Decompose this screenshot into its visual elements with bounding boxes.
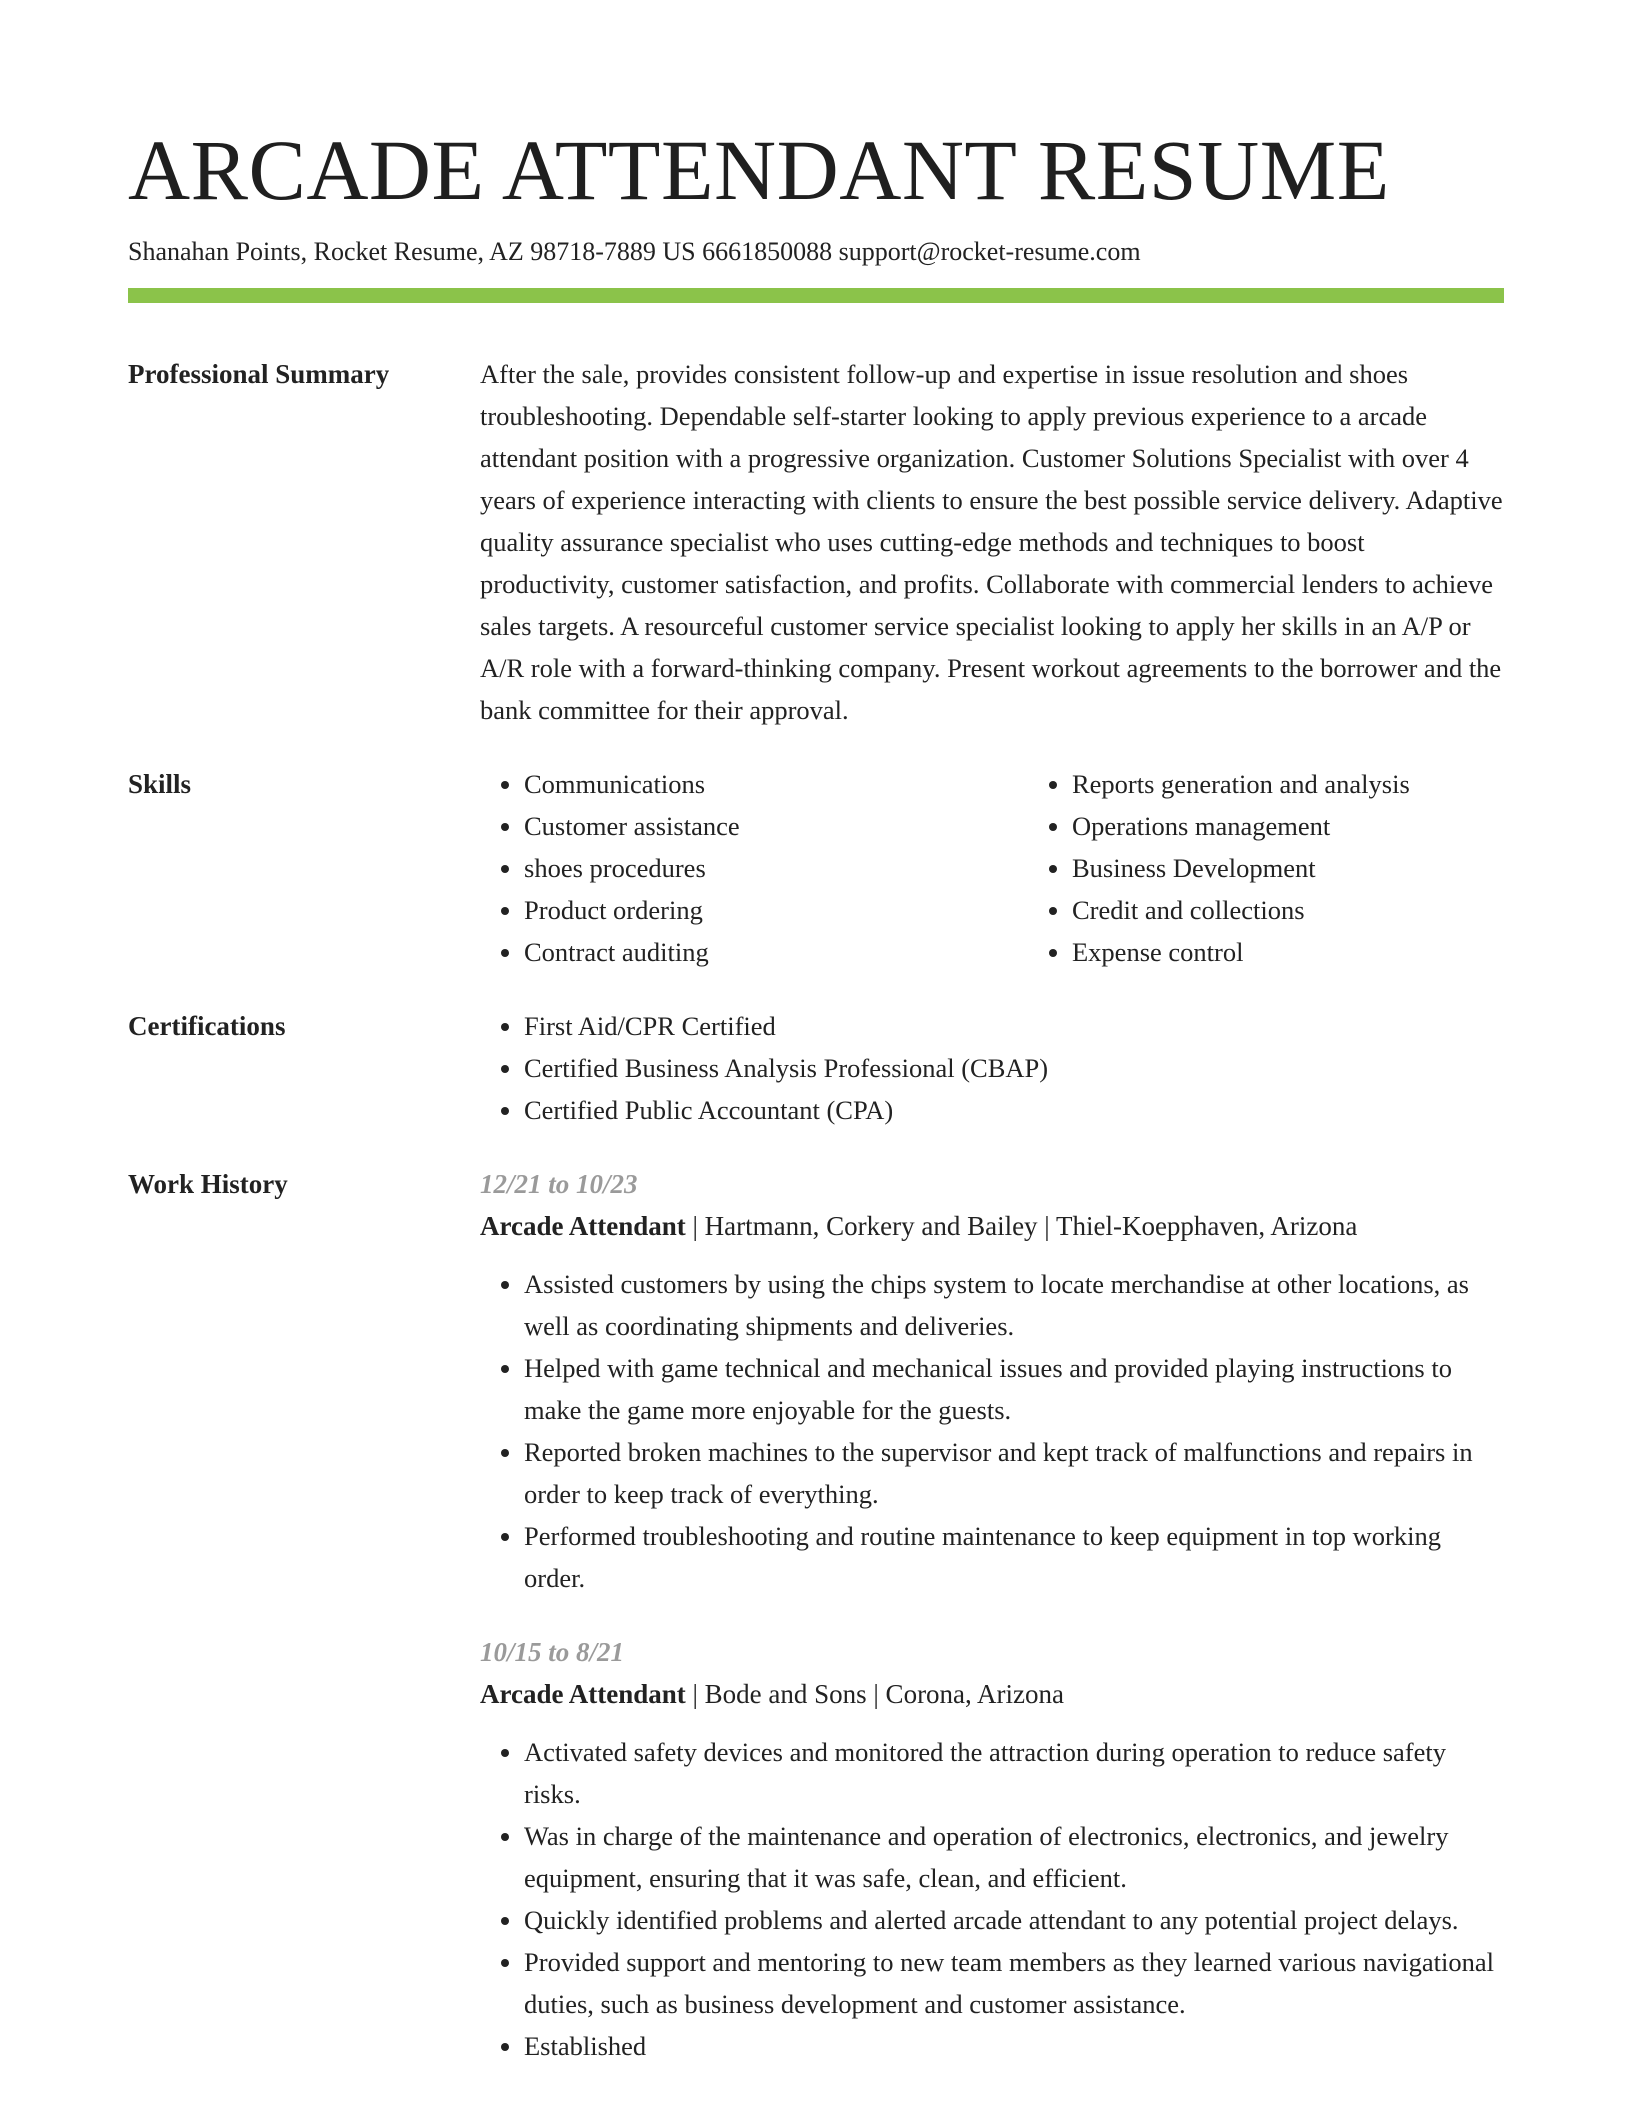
skill-item: • Operations management [1072, 805, 1576, 847]
skill-item: • Communications [524, 763, 1028, 805]
skill-item: • Reports generation and analysis [1072, 763, 1576, 805]
certification-item: • Certified Business Analysis Professional (CBAP) [524, 1047, 1504, 1089]
job-duties [480, 1263, 1504, 1599]
section-label: Work History [128, 1169, 288, 1199]
duty-item: • Helped with game technical and mechanical issues and provided playing instructions to make the game more enjoyable for the guests. [524, 1347, 1504, 1431]
contact-info: Shanahan Points, Rocket Resume, AZ 98718-7889 US 6661850088 support@rocket-resume.com [128, 237, 1141, 266]
section-label: Certifications [128, 1011, 286, 1041]
duty-item: • Activated safety devices and monitored the attraction during operation to reduce safety risks. [524, 1731, 1504, 1815]
job-employer-location: | Bode and Sons | Corona, Arizona [685, 1679, 1065, 1709]
skill-item: • Product ordering [524, 889, 1028, 931]
certifications-list-wrap [480, 1005, 1504, 1131]
professional-summary-section [128, 353, 1504, 731]
skill-item: • Customer assistance [524, 805, 1028, 847]
job-entry [480, 1631, 1504, 2067]
duty-item: • Performed troubleshooting and routine maintenance to keep equipment in top working order. [524, 1515, 1504, 1599]
duty-item: • Was in charge of the maintenance and operation of electronics, electronics, and jewelry equipment, ensuring that it was safe, clean, and efficient. [524, 1815, 1504, 1899]
skills-column-2 [1028, 763, 1576, 973]
job-heading [480, 1673, 1504, 1715]
skill-item: • Expense control [1072, 931, 1576, 973]
certifications-list [480, 1005, 1504, 1131]
section-label: Skills [128, 769, 192, 799]
job-dates: 12/21 to 10/23 [480, 1169, 638, 1199]
summary-text: After the sale, provides consistent follow-up and expertise in issue resolution and shoes troubleshooting. Dependable self-starter looking to apply previous experience to a arcade attendant position with a progressive organization. Customer Solutions Specialist with over 4 years of experience interacting with clients to ensure the best possible service delivery. Adaptive quality assurance specialist who uses cutting-edge methods and techniques to boost productivity, customer satisfaction, and profits. Collaborate with commercial lenders to achieve sales targets. A resourceful customer service specialist looking to apply her skills in an A/P or A/R role with a forward-thinking company. Present workout agreements to the borrower and the bank committee for their approval. [480, 359, 1503, 725]
certification-item: • Certified Public Accountant (CPA) [524, 1089, 1504, 1131]
duty-item: • Quickly identified problems and alerted arcade attendant to any potential project delays. [524, 1899, 1504, 1941]
work-history-content [480, 1163, 1504, 2067]
duty-item: • Provided support and mentoring to new team members as they learned various navigational duties, such as business development and customer assistance. [524, 1941, 1504, 2025]
resume-title: ARCADE ATTENDANT RESUME [128, 122, 1390, 218]
job-title: Arcade Attendant [480, 1211, 686, 1241]
resume-page [128, 116, 1504, 2067]
skills-section [128, 763, 1504, 973]
certifications-section [128, 1005, 1504, 1131]
skills-grid [480, 763, 1576, 973]
duty-item: • Assisted customers by using the chips system to locate merchandise at other locations, as well as coordinating shipments and deliveries. [524, 1263, 1504, 1347]
job-dates: 10/15 to 8/21 [480, 1637, 625, 1667]
job-heading [480, 1205, 1504, 1247]
skill-item: • Contract auditing [524, 931, 1028, 973]
certification-item: • First Aid/CPR Certified [524, 1005, 1504, 1047]
skill-item: • Credit and collections [1072, 889, 1576, 931]
skill-item: • shoes procedures [524, 847, 1028, 889]
job-entry [480, 1163, 1504, 1599]
duty-item: • Reported broken machines to the supervisor and kept track of malfunctions and repairs in order to keep track of everything. [524, 1431, 1504, 1515]
duty-item: • Established [524, 2025, 1504, 2067]
skills-column-1 [480, 763, 1028, 973]
job-duties [480, 1731, 1504, 2067]
accent-divider [128, 288, 1504, 303]
work-history-section [128, 1163, 1504, 2067]
section-label: Professional Summary [128, 359, 390, 389]
job-employer-location: | Hartmann, Corkery and Bailey | Thiel-Koepphaven, Arizona [685, 1211, 1358, 1241]
job-title: Arcade Attendant [480, 1679, 686, 1709]
skill-item: • Business Development [1072, 847, 1576, 889]
